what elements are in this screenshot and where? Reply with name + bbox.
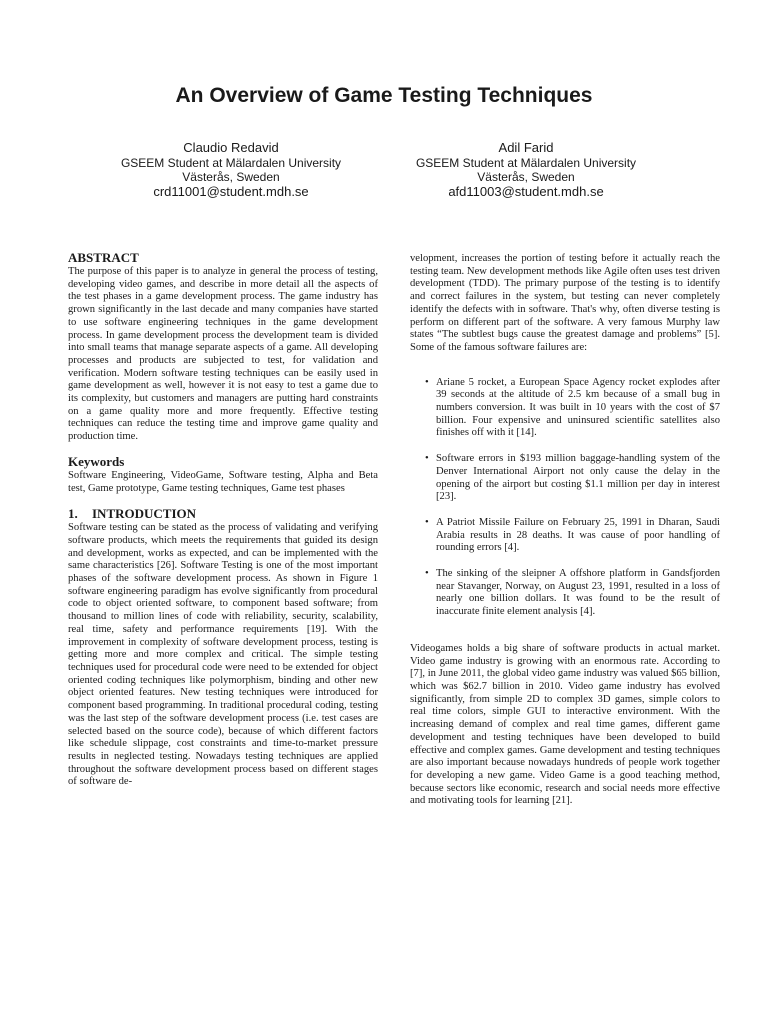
author-location: Västerås, Sweden xyxy=(477,170,575,184)
list-item xyxy=(410,517,720,555)
author-affiliation: GSEEM Student at Mälardalen University xyxy=(415,156,637,170)
keywords-text: Software Engineering, VideoGame, Software testing, Alpha and Beta test, Game prototype, Game testing techniques, Game test phases xyxy=(68,469,378,494)
author-name: Claudio Redavid xyxy=(183,140,279,155)
author-email: afd11003@student.mdh.se xyxy=(448,184,604,199)
author-affiliation: GSEEM Student at Mälardalen University xyxy=(120,156,342,170)
left-column xyxy=(68,250,378,789)
section-number: 1. xyxy=(68,506,78,522)
introduction-heading xyxy=(68,506,378,521)
list-item-text: A Patriot Missile Failure on February 25, 1991 in Dharan, Saudi Arabia results in 28 deaths. It was cause of poor handling of rounding errors [4]. xyxy=(436,516,720,554)
author-email: crd11001@student.mdh.se xyxy=(153,184,309,199)
abstract-heading: ABSTRACT xyxy=(68,250,139,265)
list-item-text: Ariane 5 rocket, a European Space Agency rocket explodes after 39 seconds at the altitude of 2.5 km because of a small bug in numbers conversion. It was built in 10 years with the cost of $7 billion. Four expensive and uninsured scientific satellites also finishes off with it [14]. xyxy=(436,376,720,439)
right-column xyxy=(410,253,720,808)
keywords-heading: Keywords xyxy=(68,453,125,469)
list-item xyxy=(410,377,720,441)
abstract-text: The purpose of this paper is to analyze in general the process of testing, developing video games, and describe in more detail all the aspects of the test phases in a game development process. The game industry has grown significantly in the last decade and many companies have started to use software engineering techniques in the game development process. In game development process the development team is divided into small teams that manage separate aspects of a game. All developing processes and products are subjected to test, for validation and verification. Modern software testing techniques can be easily used in game development as well, however it is not easy to test a game due to its complexity, but customers and managers are putting hard constraints on a game quality more and more frequently. Effective testing techniques can reduce the testing time and improve game quality and production time. xyxy=(68,266,378,443)
list-item xyxy=(410,453,720,504)
bullet-icon: • xyxy=(425,376,429,388)
videogames-paragraph: Videogames holds a big share of software products in actual market. Video game industry is growing with an enormous rate. According to [7], in June 2011, the global video game industry was valued $65 billion, which was $62.7 billion in 2010. Video game industry has evolved significantly, from simple 2D to complex 3D games, simple colors to real time colors, simple GUI to interactive environment. With the increasing demand of complex and real time games, different game development and testing techniques have been developed to build effective and complex games. Game development and testing techniques are also important because nowadays hundreds of people work together for developing a new game. Video Game is a good teaching method, because sectors like economic, research and social needs more effective and motivating tools for learning [21]. xyxy=(410,642,720,807)
bullet-icon: • xyxy=(425,568,429,580)
software-failures-list xyxy=(410,377,720,619)
author-block-2 xyxy=(361,140,691,200)
section-title: INTRODUCTION xyxy=(92,506,197,522)
author-name: Adil Farid xyxy=(498,140,554,155)
bullet-icon: • xyxy=(425,453,429,465)
list-item-text: The sinking of the sleipner A offshore platform in Gandsfjorden near Stavanger, Norway, on August 23, 1991, resulted in a loss of nearly one billion dollars. It was found to be the result of inaccurate finite element analysis [4]. xyxy=(436,568,720,618)
paper-title: An Overview of Game Testing Techniques xyxy=(175,84,593,107)
author-block-1 xyxy=(66,140,396,200)
author-location: Västerås, Sweden xyxy=(182,170,280,184)
bullet-icon: • xyxy=(425,516,429,528)
introduction-text: Software testing can be stated as the process of validating and verifying software products, which meets the requirements that guided its design and development, works as expected, and can be implemented with the same characteristics [26]. Software Testing is one of the most important phases of the software development process. As shown in Figure 1 software engineering paradigm has evolve significantly from procedural code to object oriented software, to component based software; from thousand to million lines of code with reliability, security, scalability, real time, safety and performance requirements [19]. With the improvement in complexity of software development process, testing is getting more and more complex and critical. The simple testing techniques used for procedural code were need to be extended for object oriented coding techniques like polymorphism, binding and other new object oriented features. New testing techniques were introduced for component based programming. In traditional procedural coding, testing was the last step of the software development process (i.e. test cases are selected based on the source code), because of which different factors like schedule slippage, cost constraints and time-to-market pressure results in neglected testing. Nowadays testing techniques are applied throughout the software development process based on different stages of software de- xyxy=(68,522,378,788)
introduction-continuation: velopment, increases the portion of testing before it actually reach the testing team. New development methods like Agile often uses test driven development (TDD). The primary purpose of the testing is to identify and correct failures in the system, but testing can never completely identify the defects with in software. That's why, often diverse testing is perform on different part of the software. A very famous Murphy law states “The subtlest bugs cause the greatest damage and problems” [5]. Some of the famous software failures are: xyxy=(410,253,720,353)
list-item xyxy=(410,568,720,619)
list-item-text: Software errors in $193 million baggage-handling system of the Denver International Airport not only cause the delay in the opening of the airport but costing $1.1 million per day in interest [23]. xyxy=(436,453,720,503)
